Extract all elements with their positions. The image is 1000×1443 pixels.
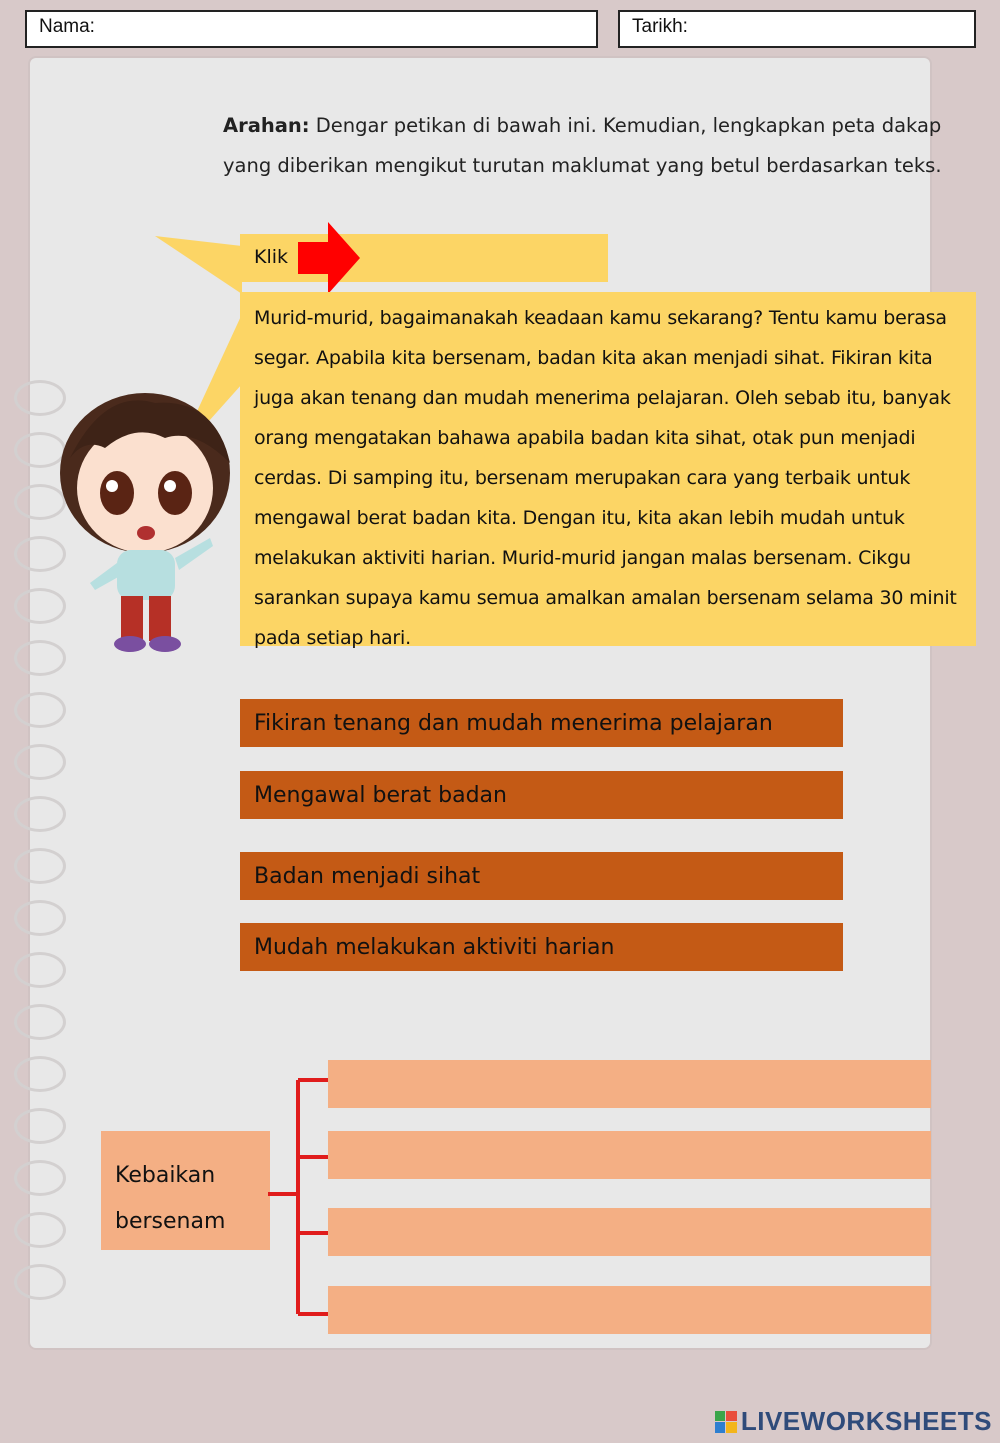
drop-slot-4[interactable] — [328, 1286, 931, 1334]
drop-slot-2[interactable] — [328, 1131, 931, 1179]
map-main-label: Kebaikan bersenam — [101, 1131, 270, 1250]
instruction-bold: Arahan: — [223, 114, 310, 137]
option-chip-1[interactable] — [240, 699, 843, 747]
audio-play-button[interactable] — [240, 234, 608, 282]
option-label: Fikiran tenang dan mudah menerima pelajaran — [254, 711, 773, 736]
liveworksheets-icon — [715, 1411, 737, 1433]
name-label: Nama: — [39, 16, 95, 37]
date-label: Tarikh: — [632, 16, 688, 37]
audio-label: Klik — [254, 246, 289, 268]
option-label: Mengawal berat badan — [254, 783, 507, 808]
date-field[interactable] — [618, 10, 976, 48]
drop-slot-1[interactable] — [328, 1060, 931, 1108]
option-label: Badan menjadi sihat — [254, 864, 481, 889]
option-chip-3[interactable] — [240, 852, 843, 900]
liveworksheets-logo — [715, 1406, 992, 1437]
instruction-text: Dengar petikan di bawah ini. Kemudian, lengkapkan peta dakap yang diberikan mengikut turutan maklumat yang betul berdasarkan teks. — [223, 114, 942, 177]
name-field[interactable] — [25, 10, 598, 48]
drop-slot-3[interactable] — [328, 1208, 931, 1256]
option-chip-4[interactable] — [240, 923, 843, 971]
passage-text: Murid-murid, bagaimanakah keadaan kamu sekarang? Tentu kamu berasa segar. Apabila kita bersenam, badan kita akan menjadi sihat. Fikiran kita juga akan tenang dan mudah menerima pelajaran. Oleh sebab itu, banyak orang mengatakan bahawa apabila badan kita sihat, otak pun menjadi cerdas. Di samping itu, bersenam merupakan cara yang terbaik untuk mengawal berat badan kita. Dengan itu, kita akan lebih mudah untuk melakukan aktiviti harian. Murid-murid jangan malas bersenam. Cikgu sarankan supaya kamu semua amalkan amalan bersenam selama 30 minit pada setiap hari. — [240, 292, 976, 646]
instruction — [223, 106, 963, 186]
right-arrow-icon — [298, 222, 362, 294]
option-label: Mudah melakukan aktiviti harian — [254, 935, 615, 960]
brand-text: LIVEWORKSHEETS — [740, 1406, 992, 1436]
option-chip-2[interactable] — [240, 771, 843, 819]
cartoon-boy-illustration — [45, 378, 245, 658]
brace-map-bracket — [268, 1078, 330, 1318]
